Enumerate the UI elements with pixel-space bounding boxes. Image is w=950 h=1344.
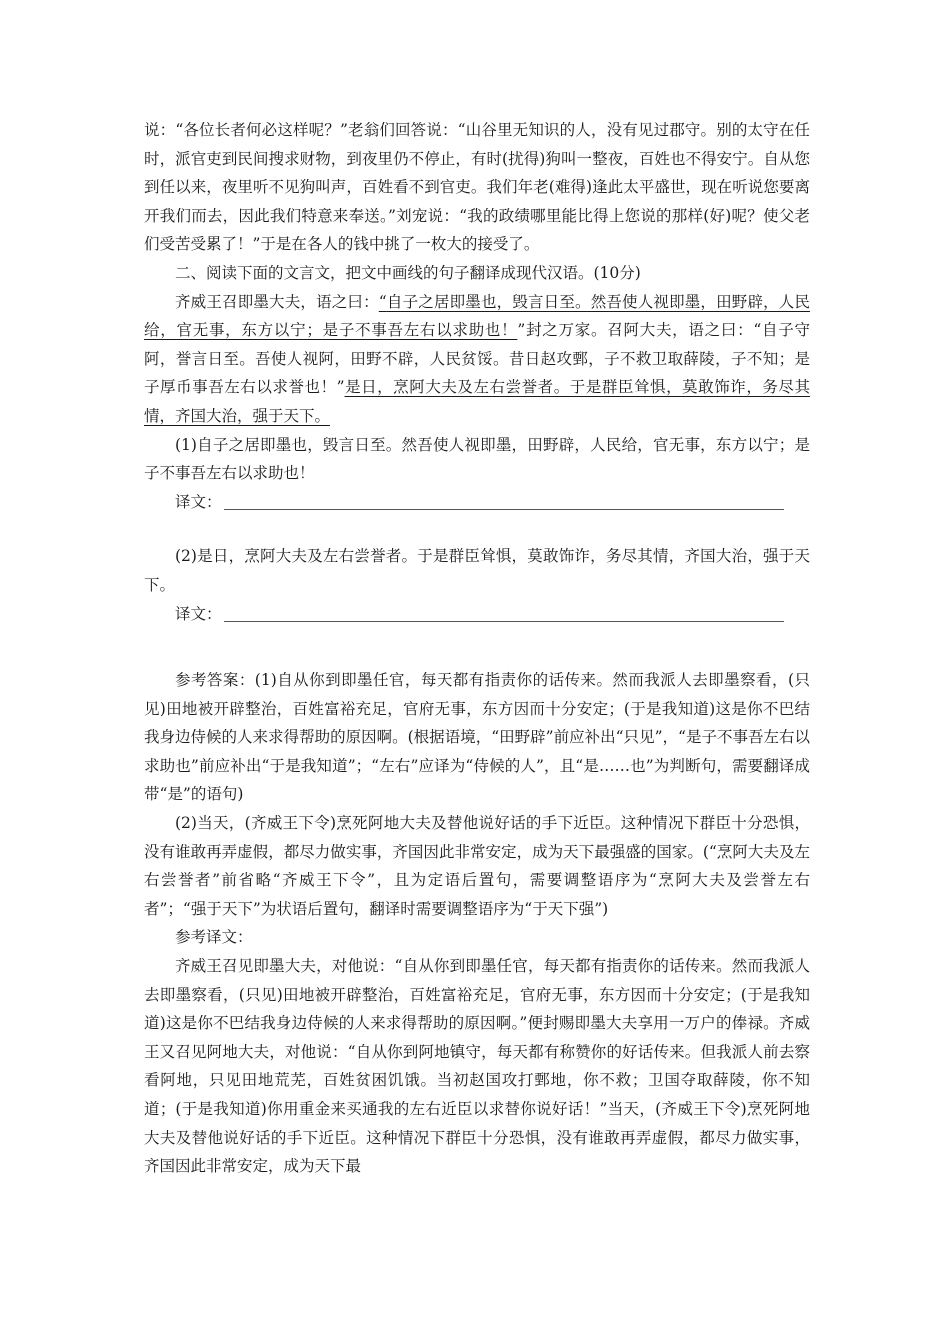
reference-answer-2: (2)当天，(齐威王下令)烹死阿地大夫及替他说好话的手下近臣。这种情况下群臣十分恐惧，没有谁敢再弄虚假，都尽力做实事，齐国因此非常安定，成为天下最强盛的国家。(“烹阿大夫及左右尝誉者”前省略“齐威王下令”，且为定语后置句，需要调整语序为“烹阿大夫及尝誉左右者”；“强于天下”为状语后置句，翻译时需要调整语序为“于天下强”) <box>144 814 810 918</box>
classical-passage <box>144 288 810 431</box>
translation-label-1: 译文： <box>175 492 222 511</box>
underlined-sentence-1: 自子之居即墨也，毁言日至。然吾使人视即墨，田野辟，人民给，官无事，东方以宁；是子不事吾左右以求助也！ <box>144 292 810 340</box>
item-1-text: (1)自子之居即墨也，毁言日至。然吾使人视即墨，田野辟，人民给，官无事，东方以宁；是子不事吾左右以求助也！ <box>144 435 810 483</box>
underlined-sentence-2: 是日，烹阿大夫及左右尝誉者。于是群臣耸惧，莫敢饰诈，务尽其情，齐国大治，强于天下。 <box>144 378 810 425</box>
reference-answer-1: 参考答案：(1)自从你到即墨任官，每天都有指责你的话传来。然而我派人去即墨察看，(只见)田地被开辟整治，百姓富裕充足，官府无事，东方因而十分安定；(于是我知道)这是你不巴结我身边侍候的人来求得帮助的原因啊。(根据语境，“田野辟”前应补出“只见”，“是子不事吾左右以求助也”前应补出“于是我知道”；“左右”应译为“侍候的人”，且“是……也”为判断句，需要翻译成带“是”的语句) <box>144 671 810 804</box>
answer-blank-line-1 <box>224 508 784 510</box>
reference-translation-title: 参考译文： <box>175 928 253 947</box>
answer-blank-line-2 <box>224 620 784 622</box>
question-2-title: 二、阅读下面的文言文，把文中画线的句子翻译成现代汉语。(10分) <box>175 263 641 282</box>
previous-translation-paragraph: 说：“各位长者何必这样呢？”老翁们回答说：“山谷里无知识的人，没有见过郡守。别的太守在任时，派官吏到民间搜求财物，到夜里仍不停止，有时(扰得)狗叫一整夜，百姓也不得安宁。自从您到任以来，夜里听不见狗叫声，百姓看不到官吏。我们年老(难得)逢此太平盛世，现在听说您要离开我们而去，因此我们特意来奉送。”刘宠说：“我的政绩哪里能比得上您说的那样(好)呢？使父老们受苦受累了！”于是在各人的钱中挑了一枚大的接受了。 <box>144 121 810 254</box>
item-2-text: (2)是日，烹阿大夫及左右尝誉者。于是群臣耸惧，莫敢饰诈，务尽其情，齐国大治，强于天下。 <box>144 547 810 594</box>
passage-middle: ”封之万家。召阿大夫，语之曰：“自子守阿，誉言日至。吾使人视阿，田野不辟，人民贫馁。昔日赵攻鄄，子不救卫取薛陵，子不知；是子厚币事吾左右以求誉也！” <box>144 321 810 397</box>
document-page <box>144 116 810 1181</box>
passage-open-quote: “ <box>378 292 387 311</box>
passage-intro: 齐威王召即墨大夫，语之曰： <box>175 292 379 311</box>
translation-label-2: 译文： <box>175 604 222 623</box>
translation-line-2 <box>144 600 810 629</box>
reference-translation-text: 齐威王召见即墨大夫，对他说：“自从你到即墨任官，每天都有指责你的话传来。然而我派人去即墨察看，(只见)田地被开辟整治，百姓富裕充足，官府无事，东方因而十分安定；(于是我知道)这是你不巴结我身边侍候的人来求得帮助的原因啊。”便封赐即墨大夫享用一万户的俸禄。齐威王又召见阿地大夫，对他说：“自从你到阿地镇守，每天都有称赞你的好话传来。但我派人前去察看阿地，只见田地荒芜，百姓贫困饥饿。当初赵国攻打鄄地，你不救；卫国夺取薛陵，你不知道；(于是我知道)你用重金来买通我的左右近臣以求替你说好话！”当天，(齐威王下令)烹死阿地大夫及替他说好话的手下近臣。这种情况下群臣十分恐惧，没有谁敢再弄虚假，都尽力做实事，齐国因此非常安定，成为天下最 <box>144 957 810 1176</box>
translation-line-1 <box>144 488 810 517</box>
